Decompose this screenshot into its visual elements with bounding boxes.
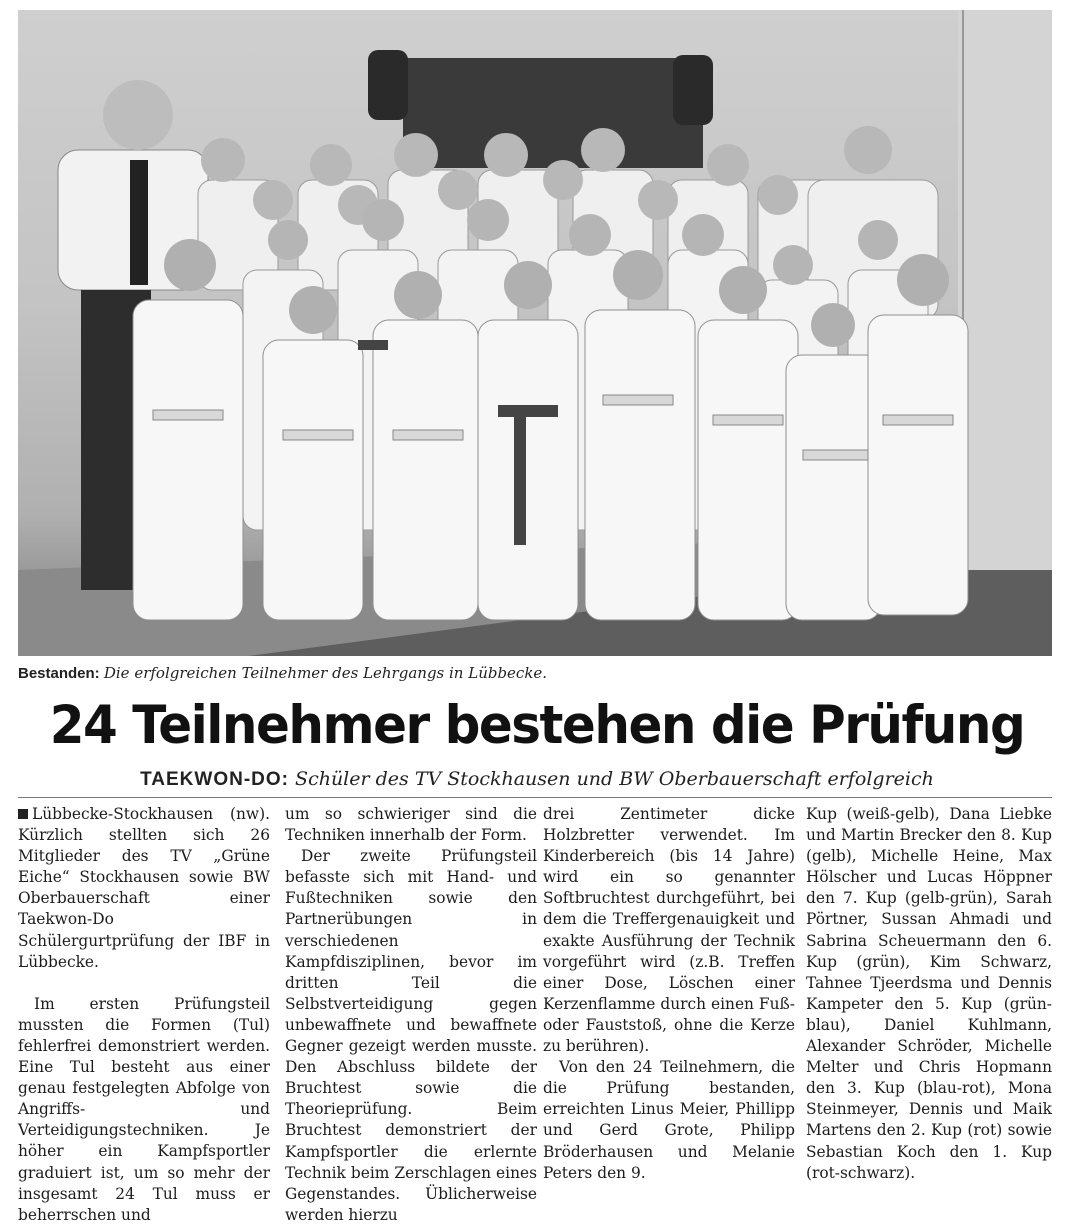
- paragraph: Im ersten Prüfungsteil mussten die Formen (Tul) fehlerfrei demonstriert werden. Eine Tul besteht aus einer genau festgelegten Abfolge von Angriffs- und Verteidigungstechniken. Je höher ein Kampfsportler graduiert ist, um so mehr der insgesamt 24 Tul muss er beherrschen und: [18, 994, 270, 1224]
- paragraph: Von den 24 Teilnehmern, die die Prüfung bestanden, erreichten Linus Meier, Phillipp und Gerd Grote, Philipp Bröderhausen und Melanie Peters den 9.: [543, 1058, 795, 1182]
- paragraph: Kup (weiß-gelb), Dana Liebke und Martin Brecker den 8. Kup (gelb), Michelle Heine, Max Hölscher und Lucas Höppner den 7. Kup (gelb-grün), Sarah Pörtner, Sussan Ahmadi und Sabrina Scheuermann den 6. Kup (grün), Kim Schwarz, Tahnee Tjeerdsma und Dennis Kampeter den 5. Kup (grün-blau), Daniel Kuhlmann, Alexander Schröder, Michelle Melter und Chris Hopmann den 3. Kup (blau-rot), Mona Steinmeyer, Dennis und Maik Martens den 2. Kup (rot) sowie Sebastian Koch den 1. Kup (rot-schwarz).: [806, 805, 1052, 1182]
- article-column-3: [543, 804, 795, 1184]
- caption-lead: Bestanden:: [18, 665, 100, 682]
- article-kicker: TAEKWON-DO:: [140, 769, 289, 790]
- paragraph-text: Lübbecke-Stockhausen (nw). Kürzlich stellten sich 26 Mitglieder des TV „Grüne Eiche“ Stockhausen sowie BW Oberbauerschaft einer Taekwon-Do Schülergurtprüfung der IBF in Lübbecke.: [18, 805, 270, 971]
- paragraph: drei Zentimeter dicke Holzbretter verwendet. Im Kinderbereich (bis 14 Jahre) wird ein so genannter Softbruchtest durchgeführt, bei dem die Treffergenauigkeit und exakte Ausführung der Technik vorgeführt wird (z.B. Treffen einer Dose, Löschen einer Kerzenflamme durch einen Fuß- oder Fauststoß, ohne die Kerze zu berühren).: [543, 805, 795, 1056]
- article-subline: [0, 768, 1074, 791]
- group-photo: [18, 10, 1052, 656]
- article-column-4: [806, 804, 1052, 1184]
- group-photo-illustration: [18, 10, 1052, 656]
- article-headline: 24 Teilnehmer bestehen die Prüfung: [49, 694, 1025, 756]
- article-column-2: [285, 804, 537, 1226]
- divider: [18, 797, 1052, 798]
- photo-caption: [18, 664, 1052, 682]
- article-column-1: [18, 804, 270, 1226]
- paragraph: [18, 804, 270, 973]
- paragraph: um so schwieriger sind die Techniken innerhalb der Form.: [285, 805, 537, 845]
- article-subtitle: Schüler des TV Stockhausen und BW Oberbauerschaft erfolgreich: [295, 768, 934, 790]
- caption-text: Die erfolgreichen Teilnehmer des Lehrgangs in Lübbecke.: [103, 664, 548, 682]
- square-bullet-icon: [18, 809, 28, 819]
- paragraph: Der zweite Prüfungsteil befasste sich mit Hand- und Fußtechniken sowie den Partnerübungen in verschiedenen Kampfdisziplinen, bevor im dritten Teil die Selbstverteidigung gegen unbewaffnete und bewaffnete Gegner gezeigt werden musste. Den Abschluss bildete der Bruchtest sowie die Theorieprüfung. Beim Bruchtest demonstriert der Kampfsportler die erlernte Technik beim Zerschlagen eines Gegenstandes. Üblicherweise werden hierzu: [285, 847, 537, 1224]
